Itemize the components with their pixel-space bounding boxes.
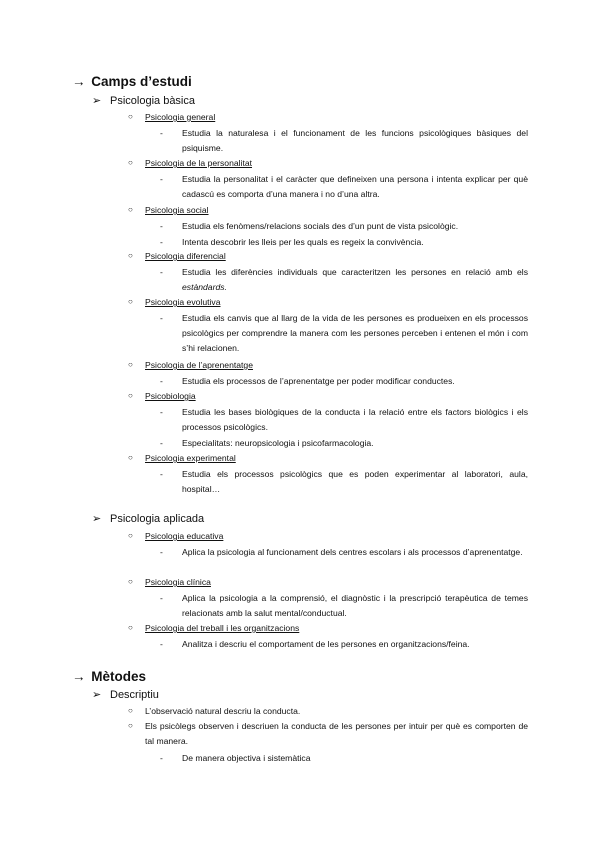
list-item [160,637,528,652]
group-heading-descriptiu [92,688,159,702]
point-text: L’observació natural descriu la conducta. [145,706,301,716]
list-item [160,126,528,156]
item-text: Estudia els canvis que al llarg de la vida de les persones es produeixen en els processos psicològics per comprendre la manera com les persones perceben i entenen el món i com s’hi relacionen. [182,313,528,353]
circle-bullet-icon: ○ [128,251,133,260]
list-item [160,405,528,435]
circle-bullet-icon: ○ [128,623,133,632]
field-title: Psicologia de l’aprenentatge [145,360,253,370]
circle-bullet-icon: ○ [128,577,133,586]
dash-bullet: - [160,593,163,603]
circle-bullet-icon: ○ [128,453,133,462]
field-title: Psicobiologia [145,391,196,401]
item-text: Estudia la personalitat i el caràcter que defineixen una persona i intenta explicar per què cadascú es comporta d’una manera i no d’una altra. [182,174,528,199]
field-title: Psicologia del treball i les organitzacions [145,623,300,633]
item-text: De manera objectiva i sistemàtica [182,753,311,763]
item-text [182,265,528,295]
list-item [160,436,528,451]
arrowhead-bullet-icon: ➢ [92,689,102,701]
dash-bullet: - [160,547,163,557]
dash-bullet: - [160,753,163,763]
list-item [160,374,528,389]
list-item [160,311,528,356]
list-item [160,219,528,234]
group-title: Psicologia aplicada [110,513,205,525]
circle-bullet-icon: ○ [128,205,133,214]
dash-bullet: - [160,469,163,479]
circle-bullet-icon: ○ [128,158,133,167]
arrowhead-bullet-icon: ➢ [92,513,102,525]
dash-bullet: - [160,128,163,138]
arrow-icon: → [72,74,86,89]
item-text: Aplica la psicologia al funcionament dels centres escolars i als processos d’aprenentatge. [182,547,523,557]
field-title: Psicologia educativa [145,531,224,541]
list-item [160,265,528,295]
section-heading-metodes [72,669,146,685]
section-heading-camps [72,74,192,90]
arrow-icon: → [72,669,86,684]
circle-bullet-icon: ○ [128,531,133,540]
circle-bullet-icon: ○ [128,721,133,730]
item-text: Analitza i descriu el comportament de les persones en organitzacions/feina. [182,639,470,649]
dash-bullet: - [160,267,163,277]
group-heading-aplicada [92,512,204,526]
dash-bullet: - [160,438,163,448]
field-title: Psicologia clínica [145,577,211,587]
dash-bullet: - [160,237,163,247]
group-heading-basica [92,94,195,108]
item-text: Estudia els processos de l’aprenentatge per poder modificar conductes. [182,376,455,386]
point-text: Els psicòlegs observen i descriuen la conducta de les persones per intuir per què es comporten de tal manera. [145,721,528,746]
list-item [160,591,528,621]
field-title: Psicologia evolutiva [145,297,221,307]
list-item [160,235,528,250]
item-text: Estudia els processos psicològics que es poden experimentar al laboratori, aula, hospital… [182,469,528,494]
list-item [160,172,528,202]
dash-bullet: - [160,376,163,386]
list-item [160,467,528,497]
section-title: Camps d’estudi [91,74,192,89]
circle-bullet-icon: ○ [128,360,133,369]
circle-bullet-icon: ○ [128,391,133,400]
list-item [160,751,528,766]
item-text: Intenta descobrir les lleis per les quals es regeix la convivència. [182,237,424,247]
field-title: Psicologia de la personalitat [145,158,253,168]
item-text: Estudia les bases biològiques de la conducta i la relació entre els factors biològics i els processos psicològics. [182,407,528,432]
item-text: Especialitats: neuropsicologia i psicofarmacologia. [182,438,374,448]
field-title: Psicologia diferencial [145,251,226,261]
dash-bullet: - [160,407,163,417]
field-title: Psicologia experimental [145,453,236,463]
dash-bullet: - [160,221,163,231]
field-title: Psicologia general [145,112,216,122]
item-text: Estudia la naturalesa i el funcionament de les funcions psicològiques bàsiques del psiquisme. [182,128,528,153]
circle-bullet-icon: ○ [128,297,133,306]
group-title: Descriptiu [110,689,159,701]
dash-bullet: - [160,174,163,184]
arrowhead-bullet-icon: ➢ [92,95,102,107]
section-title: Mètodes [91,669,147,684]
dash-bullet: - [160,639,163,649]
list-item [160,545,528,560]
circle-bullet-icon: ○ [128,706,133,715]
field-title: Psicologia social [145,205,209,215]
item-text: Aplica la psicologia a la comprensió, el diagnòstic i la prescripció terapèutica de temes relacionats amb la salut mental/conductual. [182,593,528,618]
circle-bullet-icon: ○ [128,112,133,121]
dash-bullet: - [160,313,163,323]
item-text-emphasis: estàndards. [182,282,227,292]
item-text: Estudia els fenòmens/relacions socials des d’un punt de vista psicològic. [182,221,459,231]
group-title: Psicologia bàsica [110,95,195,107]
item-text-part: Estudia les diferències individuals que caracteritzen les persones en relació amb els [182,267,528,277]
